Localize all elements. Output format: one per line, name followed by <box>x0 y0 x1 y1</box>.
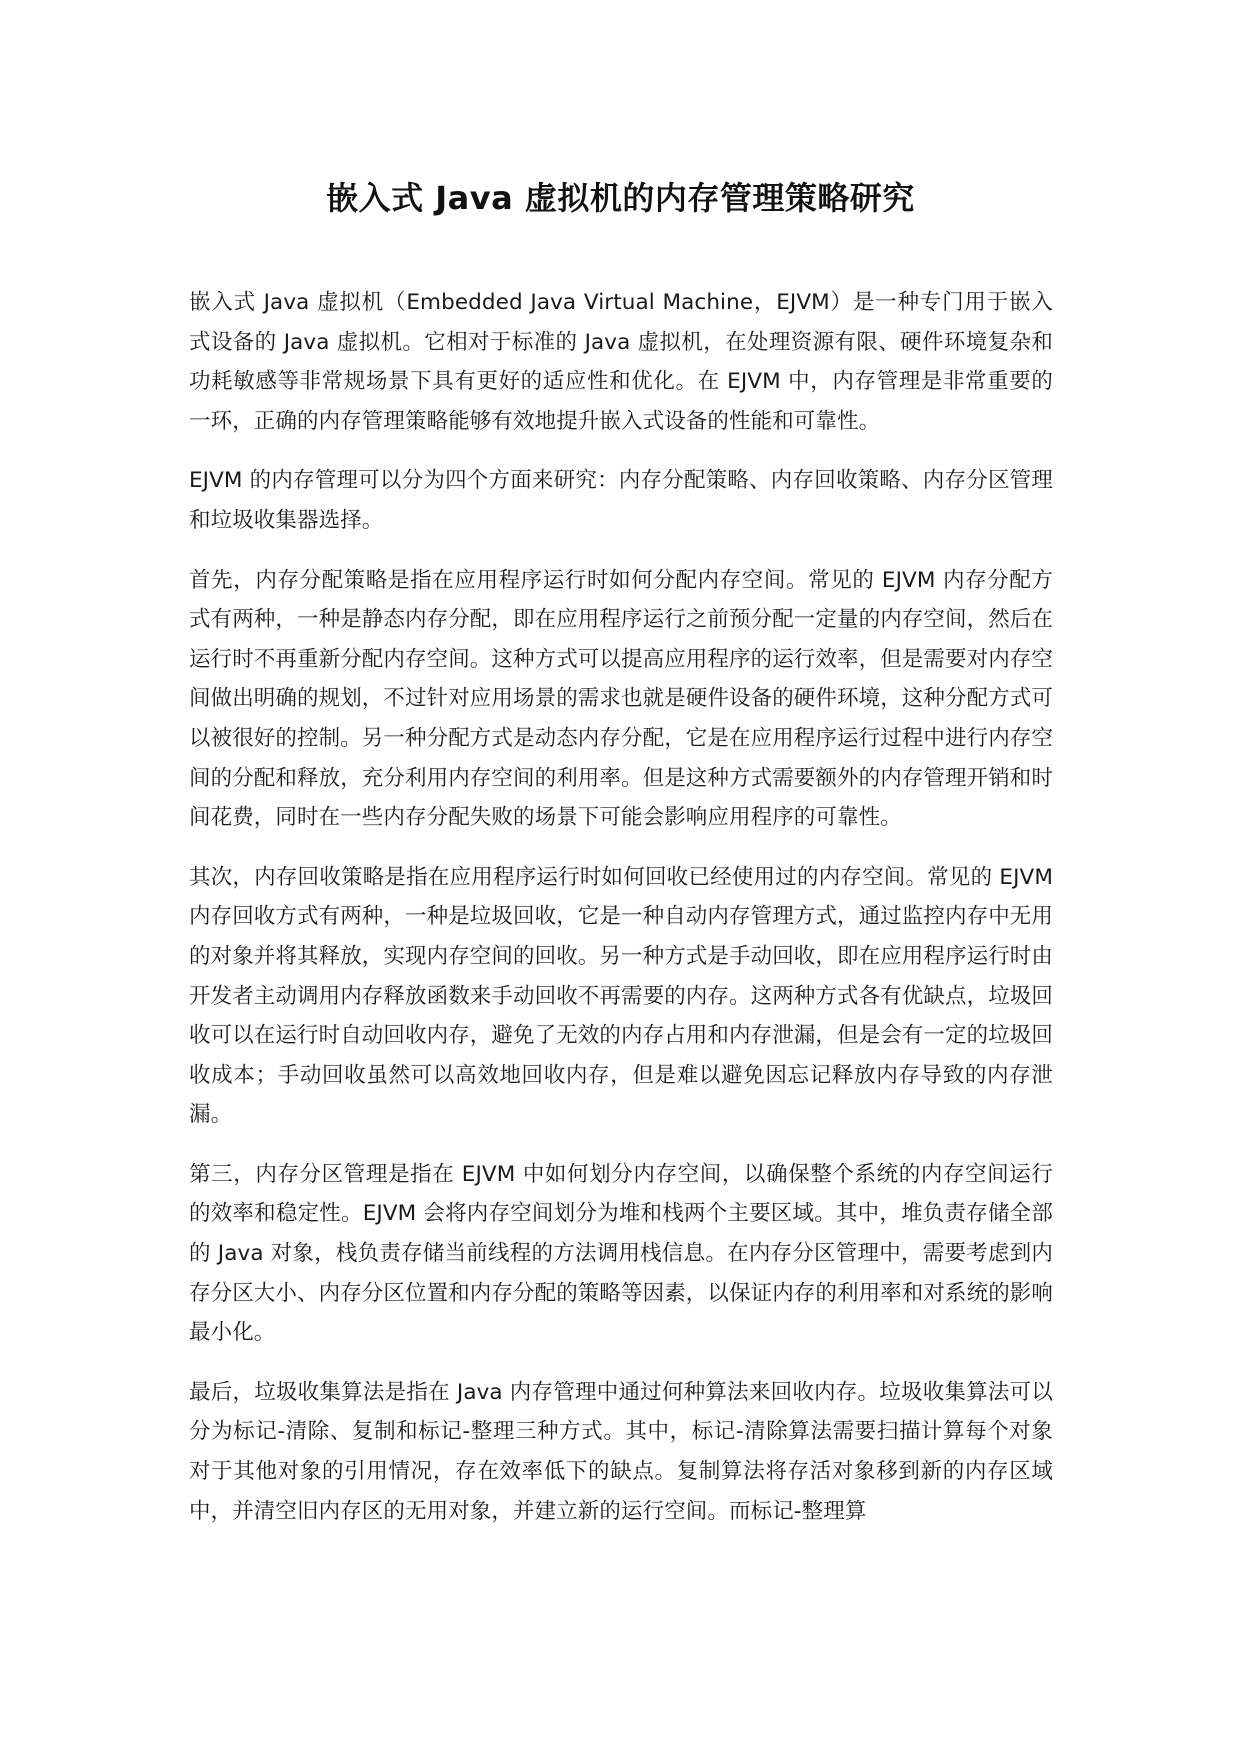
document-body <box>189 283 1053 1551</box>
paragraph-allocation: 首先，内存分配策略是指在应用程序运行时如何分配内存空间。常见的 EJVM 内存分配方式有两种，一种是静态内存分配，即在应用程序运行之前预分配一定量的内存空间，然后在运行时不再重新分配内存空间。这种方式可以提高应用程序的运行效率，但是需要对内存空间做出明确的规划，不过针对应用场景的需求也就是硬件设备的硬件环境，这种分配方式可以被很好的控制。另一种分配方式是动态内存分配，它是在应用程序运行过程中进行内存空间的分配和释放，充分利用内存空间的利用率。但是这种方式需要额外的内存管理开销和时间花费，同时在一些内存分配失败的场景下可能会影响应用程序的可靠性。 <box>189 567 1054 831</box>
paragraph-overview: EJVM 的内存管理可以分为四个方面来研究：内存分配策略、内存回收策略、内存分区管理和垃圾收集器选择。 <box>189 468 1053 533</box>
paragraph-gc-algorithms: 最后，垃圾收集算法是指在 Java 内存管理中通过何种算法来回收内存。垃圾收集算法可以分为标记-清除、复制和标记-整理三种方式。其中，标记-清除算法需要扫描计算每个对象对于其他对象的引用情况，存在效率低下的缺点。复制算法将存活对象移到新的内存区域中，并清空旧内存区的无用对象，并建立新的运行空间。而标记-整理算 <box>189 1379 1053 1524</box>
paragraph-partition: 第三，内存分区管理是指在 EJVM 中如何划分内存空间，以确保整个系统的内存空间运行的效率和稳定性。EJVM 会将内存空间划分为堆和栈两个主要区域。其中，堆负责存储全部的 Java 对象，栈负责存储当前线程的方法调用栈信息。在内存分区管理中，需要考虑到内存分区大小、内存分区位置和内存分配的策略等因素，以保证内存的利用率和对系统的影响最小化。 <box>189 1161 1054 1346</box>
paragraph-intro: 嵌入式 Java 虚拟机（Embedded Java Virtual Machine，EJVM）是一种专门用于嵌入式设备的 Java 虚拟机。它相对于标准的 Java 虚拟机，在处理资源有限、硬件环境复杂和功耗敏感等非常规场景下具有更好的适应性和优化。在 EJVM 中，内存管理是非常重要的一环，正确的内存管理策略能够有效地提升嵌入式设备的性能和可靠性。 <box>189 290 1053 434</box>
page-title: 嵌入式 Java 虚拟机的内存管理策略研究 <box>326 179 915 217</box>
paragraph-reclamation: 其次，内存回收策略是指在应用程序运行时如何回收已经使用过的内存空间。常见的 EJVM 内存回收方式有两种，一种是垃圾回收，它是一种自动内存管理方式，通过监控内存中无用的对象并将其释放，实现内存空间的回收。另一种方式是手动回收，即在应用程序运行时由开发者主动调用内存释放函数来手动回收不再需要的内存。这两种方式各有优缺点，垃圾回收可以在运行时自动回收内存，避免了无效的内存占用和内存泄漏，但是会有一定的垃圾回收成本；手动回收虽然可以高效地回收内存，但是难以避免因忘记释放内存导致的内存泄漏。 <box>189 864 1054 1128</box>
